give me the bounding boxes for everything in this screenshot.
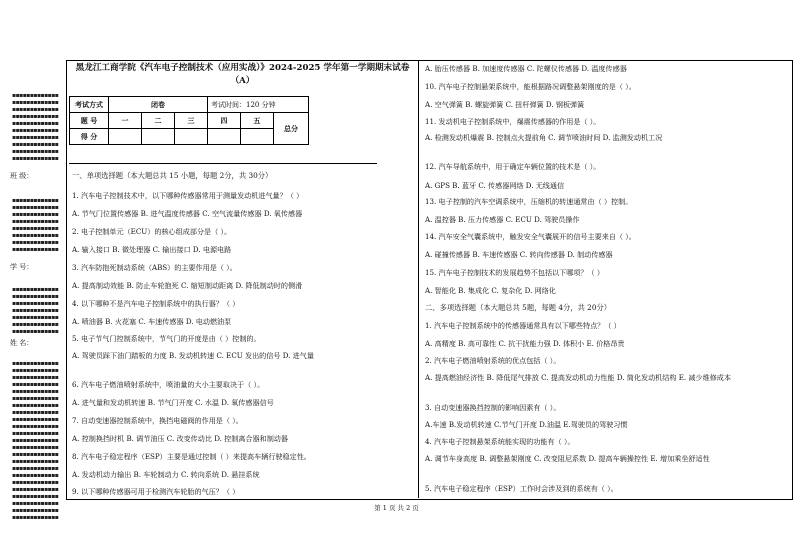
options: A. GPS B. 蓝牙 C. 传感器网络 D. 无线通信: [425, 181, 565, 190]
col-3: 三: [175, 113, 208, 129]
page-number: 第 1 页 共 2 页: [374, 504, 419, 512]
col-4: 四: [208, 113, 241, 129]
question: 7. 自动变速器控制系统中，换挡电磁阀的作用是（ ）。: [72, 416, 243, 425]
options: A. 提高制动效能 B. 防止车轮抱死 C. 缩短制动距离 D. 降低制动时的侧滑: [72, 281, 303, 290]
options: A. 节气门位置传感器 B. 进气温度传感器 C. 空气流量传感器 D. 氧传感器: [72, 209, 303, 218]
score-cell[interactable]: [109, 129, 142, 145]
question: 11. 发动机电子控制系统中，爆震传感器的作用是（ ）。: [425, 117, 601, 126]
question: 3. 自动变速器换挡控制的影响因素有（ ）。: [425, 403, 561, 412]
question: 4. 汽车电子控制悬架系统能实现的功能有（ ）。: [425, 437, 575, 446]
options: A. 空气弹簧 B. 螺旋弹簧 C. 扭杆弹簧 D. 钢板弹簧: [425, 100, 585, 109]
section-heading: 一、单项选择题（本大题总共 15 小题，每题 2分，共 30分）: [72, 171, 273, 180]
question: 10. 汽车电子控制悬架系统中，能根据路况调整悬架刚度的是（ ）。: [425, 82, 636, 91]
score-cell[interactable]: [142, 129, 175, 145]
exam-method-label: 考试方式: [70, 97, 109, 113]
question: 1. 汽车电子控制技术中，以下哪种传感器常用于测量发动机进气量？（ ）: [72, 191, 304, 200]
question: 8. 汽车电子稳定程序（ESP）主要是通过控制（ ）来提高车辆行驶稳定性。: [72, 452, 311, 461]
options: A. 胎压传感器 B. 加速度传感器 C. 陀螺仪传感器 D. 温度传感器: [425, 64, 627, 73]
options: A. 调节车身高度 B. 调整悬架刚度 C. 改变阻尼系数 D. 提高车辆操控性 E. 增加乘坐舒适性: [425, 454, 710, 463]
question: 2. 电子控制单元（ECU）的核心组成部分是（ ）。: [72, 227, 232, 236]
section-heading: 二、多项选择题（本大题总共 5题，每题 4分，共 20分）: [425, 303, 612, 312]
col-1: 一: [109, 113, 142, 129]
question: 1. 汽车电子控制系统中的传感器通常具有以下哪些特点？（ ）: [425, 321, 621, 330]
question: 5. 电子节气门控制系统中，节气门的开度是由（ ）控制的。: [72, 334, 261, 343]
options: A. 提高燃油经济性 B. 降低尾气排放 C. 提高发动机动力性能 D. 简化发动机结构 E. 减少维修成本: [425, 373, 731, 382]
binding-dots: ▪▪▪▪▪▪▪▪▪▪▪▪▪ ▪▪▪▪▪▪▪▪▪▪▪▪▪ ▪▪▪▪▪▪▪▪▪▪▪▪▪ ▪▪▪▪▪▪▪▪▪▪▪▪▪ ▪▪▪▪▪▪▪▪▪▪▪▪▪ ▪▪▪▪▪▪▪▪▪▪▪▪▪ ▪▪▪▪▪▪▪▪▪▪▪▪▪: [12, 286, 59, 335]
question: 5. 汽车电子稳定程序（ESP）工作时会涉及到的系统有（ ）。: [425, 484, 618, 493]
binding-dots: ▪▪▪▪▪▪▪▪▪▪▪▪▪ ▪▪▪▪▪▪▪▪▪▪▪▪▪ ▪▪▪▪▪▪▪▪▪▪▪▪▪ ▪▪▪▪▪▪▪▪▪▪▪▪▪ ▪▪▪▪▪▪▪▪▪▪▪▪▪ ▪▪▪▪▪▪▪▪▪▪▪▪▪ ▪▪▪▪▪▪▪▪▪▪▪▪▪ ▪▪▪▪▪▪▪▪▪▪▪▪▪: [12, 197, 59, 253]
section-rule: [69, 163, 377, 164]
score-cell[interactable]: [208, 129, 241, 145]
options: A. 检测发动机爆震 B. 控制点火提前角 C. 调节喷油时间 D. 监测发动机工况: [425, 133, 663, 142]
question: 3. 汽车防抱死制动系统（ABS）的主要作用是（ ）。: [72, 263, 237, 272]
options: A. 进气量和发动机转速 B. 节气门开度 C. 水温 D. 氧传感器信号: [72, 398, 274, 407]
exam-title: 黑龙江工商学院《汽车电子控制技术（应用实战）》2024-2025 学年第一学期期末试卷（A）: [75, 63, 410, 86]
exam-time: 考试时间：120 分钟: [208, 97, 309, 113]
question: 4. 以下哪种不是汽车电子控制系统中的执行器？（ ）: [72, 299, 240, 308]
question: 14. 汽车安全气囊系统中，触发安全气囊展开的信号主要来自（ ）。: [425, 232, 636, 241]
options: A. 喷油器 B. 火花塞 C. 车速传感器 D. 电动燃油泵: [72, 317, 232, 326]
options: A. 控制换挡时机 B. 调节油压 C. 改变传动比 D. 控制离合器和制动器: [72, 434, 288, 443]
question: 12. 汽车导航系统中，用于确定车辆位置的技术是（ ）。: [425, 162, 601, 171]
options: A.车速 B.发动机转速 C.节气门开度 D.油温 E.驾驶员的驾驶习惯: [425, 420, 628, 429]
question: 2. 汽车电子燃油喷射系统的优点包括（ ）。: [425, 356, 561, 365]
question: 6. 汽车电子燃油喷射系统中，喷油量的大小主要取决于（ ）。: [72, 380, 265, 389]
name-label: 姓 名：: [10, 339, 34, 347]
options: A. 输入接口 B. 微处理器 C. 输出接口 D. 电源电路: [72, 245, 232, 254]
question: 13. 电子控制的汽车空调系统中，压缩机的转速通常由（ ）控制。: [425, 197, 633, 206]
score-table: [69, 96, 309, 145]
total-label: 总分: [274, 113, 309, 145]
student-id-label: 学 号：: [10, 263, 34, 271]
score-cell[interactable]: [175, 129, 208, 145]
exam-method-value: 闭卷: [109, 97, 208, 113]
class-label: 班 级：: [10, 172, 34, 180]
score-cell[interactable]: [241, 129, 274, 145]
binding-dots: ▪▪▪▪▪▪▪▪▪▪▪▪▪ ▪▪▪▪▪▪▪▪▪▪▪▪▪ ▪▪▪▪▪▪▪▪▪▪▪▪▪ ▪▪▪▪▪▪▪▪▪▪▪▪▪ ▪▪▪▪▪▪▪▪▪▪▪▪▪ ▪▪▪▪▪▪▪▪▪▪▪▪▪ ▪▪▪▪▪▪▪▪▪▪▪▪▪ ▪▪▪▪▪▪▪▪▪▪▪▪▪ ▪▪▪▪▪▪▪▪▪▪▪▪▪ ▪▪▪▪▪▪▪▪▪▪▪▪▪: [12, 92, 59, 162]
row-number-label: 题 号: [70, 113, 109, 129]
options: A. 高精度 B. 高可靠性 C. 抗干扰能力强 D. 体积小 E. 价格昂贵: [425, 339, 625, 348]
options: A. 温控器 B. 压力传感器 C. ECU D. 驾驶员操作: [425, 215, 580, 224]
options: A. 发动机动力输出 B. 车轮制动力 C. 转向系统 D. 悬挂系统: [72, 470, 260, 479]
question: 9. 以下哪种传感器可用于检测汽车轮胎的气压？（ ）: [72, 487, 240, 496]
binding-dots: ▪▪▪▪▪▪▪▪▪▪▪▪▪ ▪▪▪▪▪▪▪▪▪▪▪▪▪ ▪▪▪▪▪▪▪▪▪▪▪▪▪ ▪▪▪▪▪▪▪▪▪▪▪▪▪ ▪▪▪▪▪▪▪▪▪▪▪▪▪ ▪▪▪▪▪▪▪▪▪▪▪▪▪ ▪▪▪▪▪▪▪▪▪▪▪▪▪ ▪▪▪▪▪▪▪▪▪▪▪▪▪ ▪▪▪▪▪▪▪▪▪▪▪▪▪ ▪▪▪▪▪▪▪▪▪▪▪▪▪ ▪▪▪▪▪▪▪▪▪▪▪▪▪ ▪▪▪▪▪▪▪▪▪▪▪▪▪ ▪▪▪▪▪▪▪▪▪▪▪▪▪ ▪▪▪▪▪▪▪▪▪▪▪▪▪ ▪▪▪▪▪▪▪▪▪▪▪▪▪ ▪▪▪▪▪▪▪▪▪▪▪▪▪ ▪▪▪▪▪▪▪▪▪▪▪▪▪ ▪▪▪▪▪▪▪▪▪▪▪▪▪ ▪▪▪▪▪▪▪▪▪▪▪▪▪ ▪▪▪▪▪▪▪▪▪▪▪▪▪ ▪▪▪▪▪▪▪▪▪▪▪▪▪ ▪▪▪▪▪▪▪▪▪▪▪▪▪ ▪▪▪▪▪▪▪▪▪▪▪▪▪: [12, 360, 59, 521]
options: A. 智能化 B. 集成化 C. 复杂化 D. 网络化: [425, 286, 556, 295]
question: 15. 汽车电子控制技术的发展趋势不包括以下哪项？（ ）: [425, 268, 604, 277]
options: A. 碰撞传感器 B. 车速传感器 C. 转向传感器 D. 制动传感器: [425, 250, 613, 259]
col-2: 二: [142, 113, 175, 129]
column-divider: [418, 60, 419, 498]
options: A. 驾驶员踩下油门踏板的力度 B. 发动机转速 C. ECU 发出的信号 D. 进气量: [72, 351, 314, 360]
row-score-label: 得 分: [70, 129, 109, 145]
col-5: 五: [241, 113, 274, 129]
